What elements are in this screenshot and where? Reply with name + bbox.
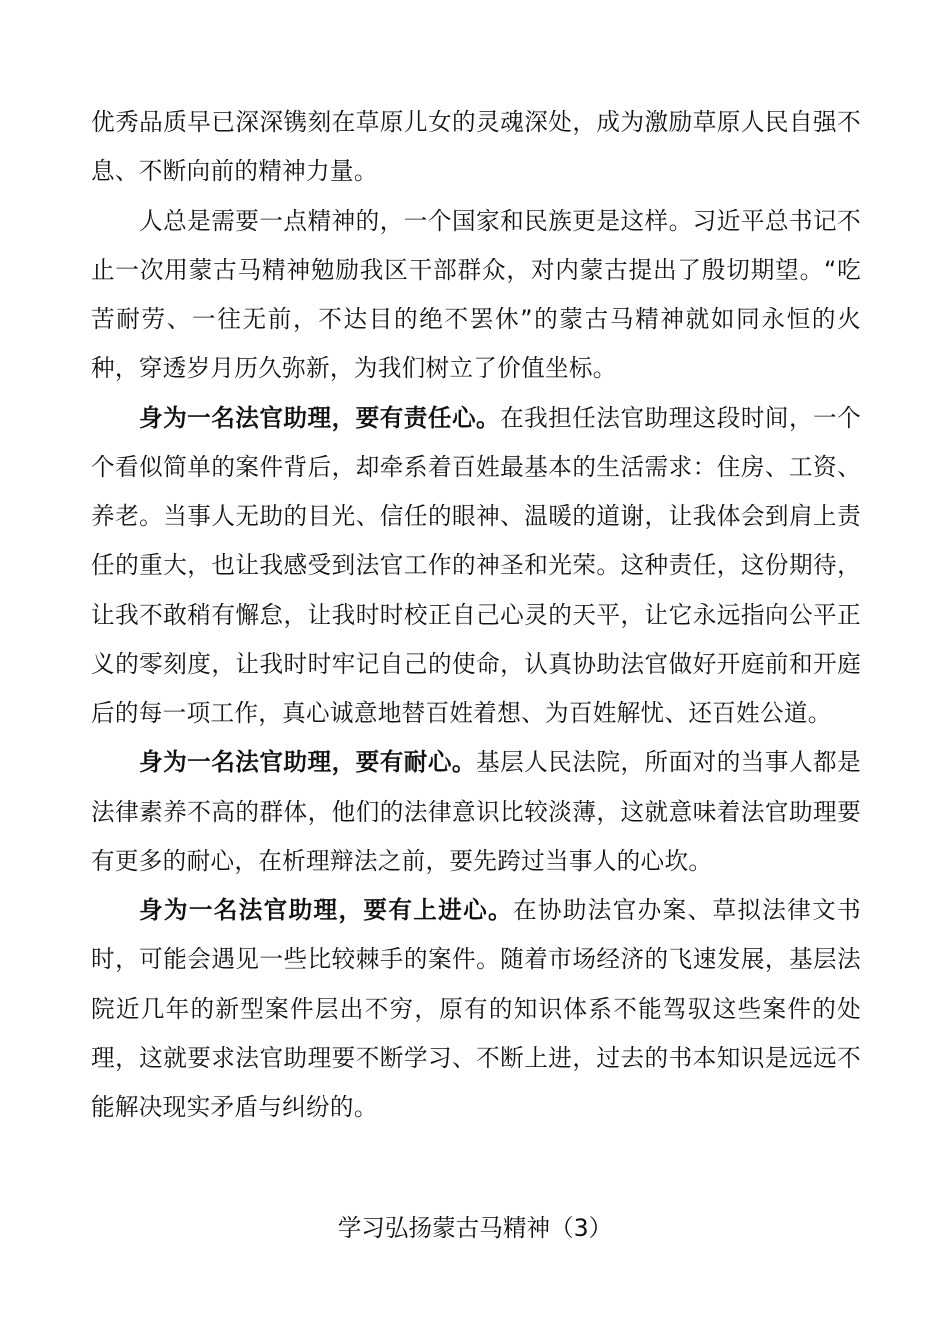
paragraph-text: 人总是需要一点精神的，一个国家和民族更是这样。习近平总书记不止一次用蒙古马精神勉励我区干部群众，对内蒙古提出了殷切期望。“吃苦耐劳、一往无前，不达目的绝不罢休”的蒙古马精神就如同永恒的火种，穿透岁月历久弥新，为我们树立了价值坐标。 xyxy=(91,206,861,383)
document-body xyxy=(91,98,861,1132)
section-title: 学习弘扬蒙古马精神（3） xyxy=(337,1214,613,1242)
paragraph-patience xyxy=(91,738,861,886)
paragraph-continuation xyxy=(91,98,861,197)
paragraph-ambition xyxy=(91,886,861,1132)
paragraph-lead-heading: 身为一名法官助理，要有上进心。 xyxy=(139,896,513,924)
paragraph-lead-heading: 身为一名法官助理，要有责任心。 xyxy=(139,403,501,432)
paragraph-text: 优秀品质早已深深镌刻在草原儿女的灵魂深处，成为激励草原人民自强不息、不断向前的精神力量。 xyxy=(91,108,861,186)
paragraph-text: 基层人民法院，所面对的当事人都是法律素养不高的群体，他们的法律意识比较淡薄，这就意味着法官助理要有更多的耐心，在析理辩法之前，要先跨过当事人的心坎。 xyxy=(91,748,861,875)
paragraph-responsibility xyxy=(91,394,861,739)
paragraph-text: 在协助法官办案、草拟法律文书时，可能会遇见一些比较棘手的案件。随着市场经济的飞速发展，基层法院近几年的新型案件层出不穷，原有的知识体系不能驾驭这些案件的处理，这就要求法官助理要不断学习、不断上进，过去的书本知识是远远不能解决现实矛盾与纠纷的。 xyxy=(91,896,861,1121)
paragraph-text: 在我担任法官助理这段时间，一个个看似简单的案件背后，却牵系着百姓最基本的生活需求：住房、工资、养老。当事人无助的目光、信任的眼神、温暖的道谢，让我体会到肩上责任的重大，也让我感受到法官工作的神圣和光荣。这种责任，这份期待，让我不敢稍有懈怠，让我时时校正自己心灵的天平，让它永远指向公平正义的零刻度，让我时时牢记自己的使命，认真协助法官做好开庭前和开庭后的每一项工作，真心诚意地替百姓着想、为百姓解忧、还百姓公道。 xyxy=(91,403,862,727)
paragraph-mongolian-horse-spirit xyxy=(91,197,861,394)
paragraph-lead-heading: 身为一名法官助理，要有耐心。 xyxy=(139,748,477,777)
